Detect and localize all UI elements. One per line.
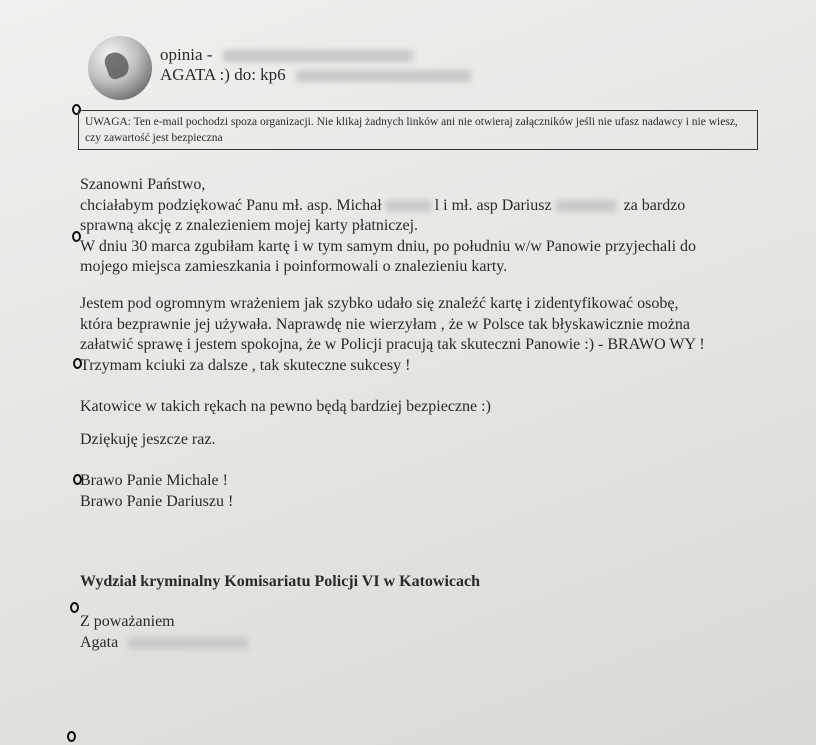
text-line: Brawo Panie Dariuszu ! <box>80 492 234 510</box>
letter-paragraph-3: Katowice w takich rękach na pewno będą bardziej bezpieczne :) <box>80 398 491 415</box>
subject-prefix: opinia - <box>160 45 213 64</box>
from-line-text: AGATA :) do: kp6 <box>160 65 286 84</box>
letter-paragraph-5 <box>80 471 780 512</box>
text-line: mojego miejsca zamieszkania i poinformowali o znalezieniu karty. <box>80 258 508 275</box>
punch-hole-mark <box>72 231 81 242</box>
punch-hole-mark <box>67 731 76 742</box>
redacted-block <box>296 70 471 82</box>
text-line: sprawną akcję z znalezieniem mojej karty płatniczej. <box>80 217 419 234</box>
text-line: Brawo Panie Michale ! <box>80 472 228 489</box>
signature-name: Agata <box>80 633 119 651</box>
external-email-warning <box>78 110 758 150</box>
letter-paragraph-4: Dziękuję jeszcze raz. <box>80 431 216 448</box>
signature-line <box>80 633 780 654</box>
globe-logo-icon <box>88 36 152 100</box>
greeting: Szanowni Państwo, <box>80 176 206 193</box>
warning-label: UWAGA: <box>85 116 131 128</box>
text-line: W dniu 30 marca zgubiłam kartę i w tym samym dniu, po południu w/w Panowie przyjechali do <box>80 237 697 255</box>
text: chciałabym podziękować Panu mł. asp. Michał <box>80 196 382 214</box>
redacted-block <box>386 200 431 212</box>
warning-text: Ten e-mail pochodzi spoza organizacji. Nie klikaj żadnych linków ani nie otwieraj załączników jeśli nie ufasz nadawcy i nie wiesz, czy zawartość jest bezpieczna <box>85 116 738 144</box>
closing: Z poważaniem <box>80 613 175 630</box>
redacted-block <box>128 637 248 649</box>
redacted-block <box>223 50 413 62</box>
text-line: Trzymam kciuki za dalsze , tak skuteczne sukcesy ! <box>80 356 411 374</box>
signature-block <box>80 612 780 653</box>
thanks-line <box>80 196 780 217</box>
text-line: załatwić sprawę i jestem spokojna, że w Policji pracują tak skuteczni Panowie :) - BRAWO WY ! <box>80 336 705 353</box>
redacted-block <box>556 200 616 212</box>
punch-hole-mark <box>70 602 79 613</box>
text: l i mł. asp Dariusz <box>434 196 552 214</box>
department-name: Wydział kryminalny Komisariatu Policji VI w Katowicach <box>80 573 480 590</box>
letter-paragraph-1 <box>80 175 780 278</box>
email-from-line <box>160 65 471 84</box>
letter-paragraph-2 <box>80 294 780 376</box>
text-line: Jestem pod ogromnym wrażeniem jak szybko udało się znaleźć kartę i zidentyfikować osobę, <box>80 295 679 312</box>
text: za bardzo <box>623 196 686 214</box>
text-line: która bezprawnie jej używała. Naprawdę nie wierzyłam , że w Polsce tak błyskawicznie można <box>80 315 690 333</box>
punch-hole-mark <box>73 358 82 369</box>
email-subject <box>160 45 413 64</box>
